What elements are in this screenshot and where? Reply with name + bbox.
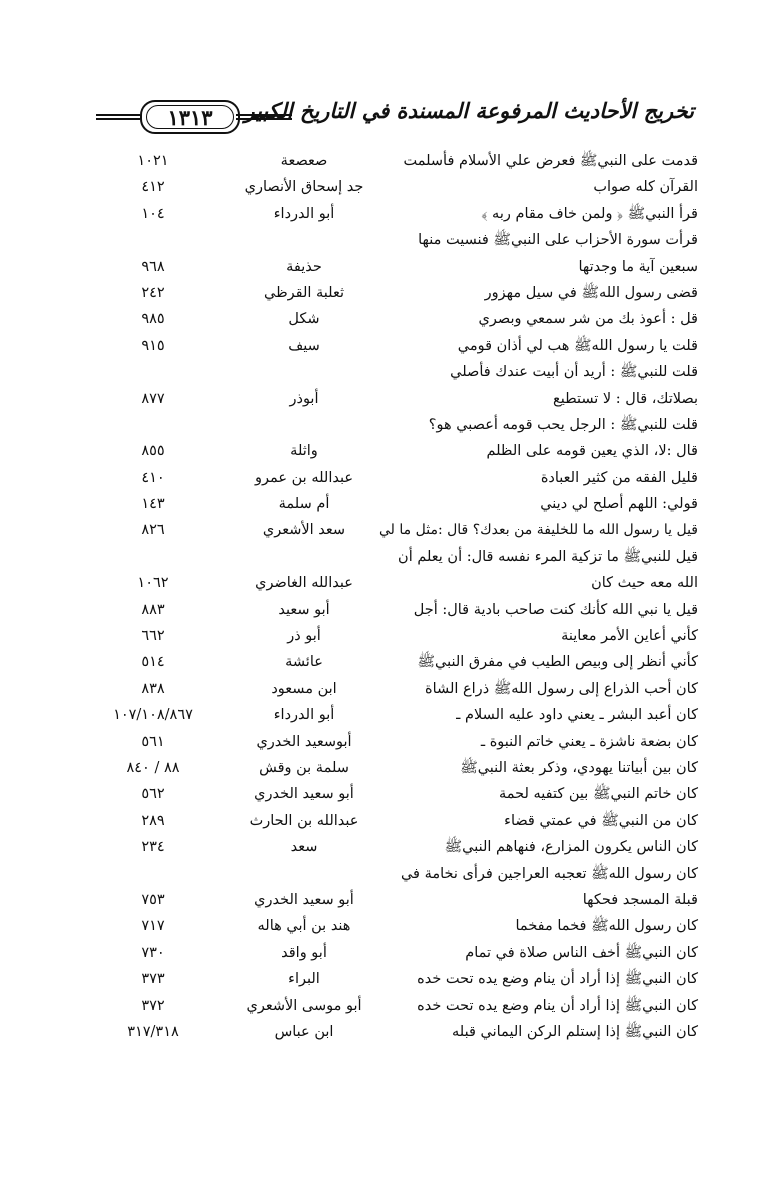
table-row (0, 306, 765, 332)
table-row (0, 781, 765, 807)
table-row (0, 254, 765, 280)
narrator-name: أبو الدرداء (273, 707, 335, 724)
narrator-name: عبدالله الغاضري (255, 575, 353, 592)
table-row (0, 834, 765, 860)
reference-number: ٨٥٥ (141, 443, 165, 460)
narrator-name: حذيفة (286, 258, 322, 275)
table-row (0, 993, 765, 1019)
table-row (0, 1019, 765, 1045)
table-row (0, 887, 765, 913)
hadith-text: كان النبيﷺ إذا أراد أن ينام وضع يده تحت خده (417, 997, 698, 1014)
narrator-name: أبو موسى الأشعري (246, 997, 362, 1014)
reference-number: ٣٧٢ (141, 997, 165, 1014)
reference-number: ٤١٢ (141, 179, 165, 196)
table-row (0, 517, 765, 543)
narrator-name: ابن مسعود (271, 680, 337, 697)
narrator-name: أبو سعيد (278, 601, 330, 618)
narrator-name: عبدالله بن عمرو (255, 469, 353, 486)
hadith-text: كان أحب الذراع إلى رسول اللهﷺ ذراع الشاة (425, 680, 698, 697)
reference-number: ١٠٧/١٠٨/٨٦٧ (113, 707, 193, 724)
running-title: تخريج الأحاديث المرفوعة المسندة في التاريخ الكبير (244, 98, 694, 123)
hadith-text: كان خاتم النبيﷺ بين كتفيه لحمة (498, 786, 698, 803)
narrator-name: سلمة بن وقش (259, 759, 349, 776)
table-row (0, 808, 765, 834)
reference-number: ١٠٤ (141, 205, 165, 222)
hadith-text: كان من النبيﷺ في عمتي قضاء (504, 812, 698, 829)
narrator-name: أبو الدرداء (273, 205, 335, 222)
reference-number: ٧٣٠ (141, 944, 165, 961)
narrator-name: البراء (288, 971, 320, 988)
hadith-text: قولي: اللهم أصلح لي ديني (540, 496, 698, 513)
narrator-name: جد إسحاق الأنصاري (244, 179, 364, 196)
hadith-text: قلت للنبيﷺ : الرجل يحب قومه أعصبي هو؟ (428, 416, 698, 433)
reference-number: ١٠٢١ (137, 153, 169, 169)
hadith-index-table (0, 148, 765, 1045)
table-row (0, 227, 765, 253)
hadith-text: كان بضعة ناشزة ـ يعني خاتم النبوة ـ (480, 733, 698, 750)
hadith-text: قلت يا رسول اللهﷺ هب لي أذان قومي (457, 337, 698, 354)
reference-number: ٨٣٨ (141, 680, 165, 697)
table-row (0, 386, 765, 412)
reference-number: ٦٦٢ (141, 628, 165, 645)
hadith-text: قلت للنبيﷺ : أريد أن أبيت عندك فأصلي (450, 364, 698, 381)
reference-number: ٧٥٣ (141, 891, 165, 908)
reference-number: ٧١٧ (141, 918, 165, 935)
table-row (0, 148, 765, 174)
hadith-text: القرآن كله صواب (593, 179, 698, 196)
table-row (0, 359, 765, 385)
narrator-name: سعد الأشعري (262, 522, 346, 539)
narrator-name: هند بن أبي هاله (257, 918, 351, 935)
table-row (0, 491, 765, 517)
reference-number: ٣٧٣ (141, 971, 165, 988)
hadith-text: كان بين أبياتنا يهودي، وذكر بعثة النبيﷺ (460, 759, 698, 776)
narrator-name: أبوسعيد الخدري (256, 733, 352, 750)
reference-number: ٢٨٩ (141, 812, 165, 829)
narrator-name: أبو ذر (287, 628, 321, 645)
hadith-text: قبلة المسجد فحكها (582, 891, 698, 908)
table-row (0, 544, 765, 570)
table-row (0, 438, 765, 464)
hadith-text: قال :لا، الذي يعين قومه على الظلم (486, 443, 698, 460)
page-header (96, 98, 694, 146)
hadith-text: الله معه حيث كان (591, 575, 698, 592)
hadith-text: كان رسول اللهﷺ تعجبه العراجين فرأى نخامة في (400, 865, 698, 882)
hadith-text: كان النبيﷺ أخف الناس صلاة في تمام (465, 944, 698, 961)
hadith-text: قرأت سورة الأحزاب على النبيﷺ فنسيت منها (418, 232, 698, 249)
narrator-name: شكل (288, 311, 320, 328)
reference-number: ١٤٣ (141, 496, 165, 513)
narrator-name: ابن عباس (274, 1023, 334, 1040)
hadith-text: كان أعبد البشر ـ يعني داود عليه السلام ـ (456, 707, 698, 724)
reference-number: ٣١٧/٣١٨ (127, 1023, 179, 1040)
table-row (0, 966, 765, 992)
hadith-text: قيل يا نبي الله كأنك كنت صاحب بادية قال: أجل (413, 601, 698, 618)
table-row (0, 412, 765, 438)
reference-number: ٩٦٨ (141, 258, 165, 275)
table-row (0, 570, 765, 596)
narrator-name: أبوذر (289, 390, 319, 407)
table-row (0, 333, 765, 359)
hadith-text: بصلاتك، قال : لا تستطيع (552, 390, 698, 407)
reference-number: ٩٨٥ (141, 311, 165, 328)
page-number-box (140, 100, 240, 134)
reference-number: ٤١٠ (141, 469, 165, 486)
reference-number: ٥١٤ (141, 654, 165, 671)
narrator-name: أبو سعيد الخدري (254, 786, 354, 803)
narrator-name: عبدالله بن الحارث (249, 812, 359, 829)
narrator-name: سعد (290, 839, 318, 856)
narrator-name: صعصعة (280, 153, 328, 169)
table-row (0, 623, 765, 649)
reference-number: ٢٤٢ (141, 284, 165, 301)
table-row (0, 597, 765, 623)
hadith-text: سبعين آية ما وجدتها (578, 258, 698, 275)
hadith-text: كان النبيﷺ إذا إستلم الركن اليماني قبله (452, 1023, 698, 1040)
narrator-name: أبو واقد (281, 944, 327, 961)
narrator-name: عائشة (285, 654, 323, 671)
reference-number: ٩١٥ (141, 337, 165, 354)
narrator-name: ثعلبة القرظي (264, 284, 344, 301)
page-number: ١٣١٣ (167, 104, 213, 130)
table-row (0, 280, 765, 306)
table-row (0, 940, 765, 966)
reference-number: ٨٢٦ (141, 522, 165, 539)
reference-number: ٥٦١ (141, 733, 165, 750)
table-row (0, 861, 765, 887)
narrator-name: أبو سعيد الخدري (254, 891, 354, 908)
header-rule-left (96, 114, 140, 120)
hadith-text: قيل يا رسول الله ما للخليفة من بعدك؟ قال :مثل ما لي (379, 522, 698, 539)
table-row (0, 201, 765, 227)
hadith-text: قليل الفقه من كثير العبادة (540, 469, 698, 486)
hadith-text: كأني أعاين الأمر معاينة (561, 628, 698, 645)
table-row (0, 465, 765, 491)
hadith-text: كان النبيﷺ إذا أراد أن ينام وضع يده تحت خده (417, 971, 698, 988)
narrator-name: أم سلمة (278, 496, 330, 513)
hadith-text: قيل للنبيﷺ ما تزكية المرء نفسه قال: أن يعلم أن (398, 548, 698, 565)
table-row (0, 913, 765, 939)
narrator-name: واثلة (290, 443, 318, 460)
hadith-text: قل : أعوذ بك من شر سمعي وبصري (478, 311, 698, 328)
reference-number: ٥٦٢ (141, 786, 165, 803)
hadith-text: كان الناس يكرون المزارع، فنهاهم النبيﷺ (444, 839, 698, 856)
table-row (0, 649, 765, 675)
table-row (0, 755, 765, 781)
reference-number: ٨٨ / ٨٤٠ (126, 759, 180, 776)
table-row (0, 676, 765, 702)
hadith-text: قضى رسول اللهﷺ في سيل مهزور (484, 284, 698, 301)
hadith-text: كان رسول اللهﷺ فخما مفخما (515, 918, 698, 935)
reference-number: ٨٧٧ (141, 390, 165, 407)
table-row (0, 729, 765, 755)
hadith-text: كأني أنظر إلى وبيص الطيب في مفرق النبيﷺ (417, 654, 698, 671)
hadith-text: قرأ النبيﷺ ﴿ ولمن خاف مقام ربه ﴾ (481, 205, 698, 222)
reference-number: ٨٨٣ (141, 601, 165, 618)
reference-number: ٢٣٤ (141, 839, 165, 856)
table-row (0, 702, 765, 728)
table-row (0, 174, 765, 200)
reference-number: ١٠٦٢ (137, 575, 169, 592)
narrator-name: سيف (288, 337, 320, 354)
hadith-text: قدمت على النبيﷺ فعرض علي الأسلام فأسلمت (403, 153, 698, 169)
